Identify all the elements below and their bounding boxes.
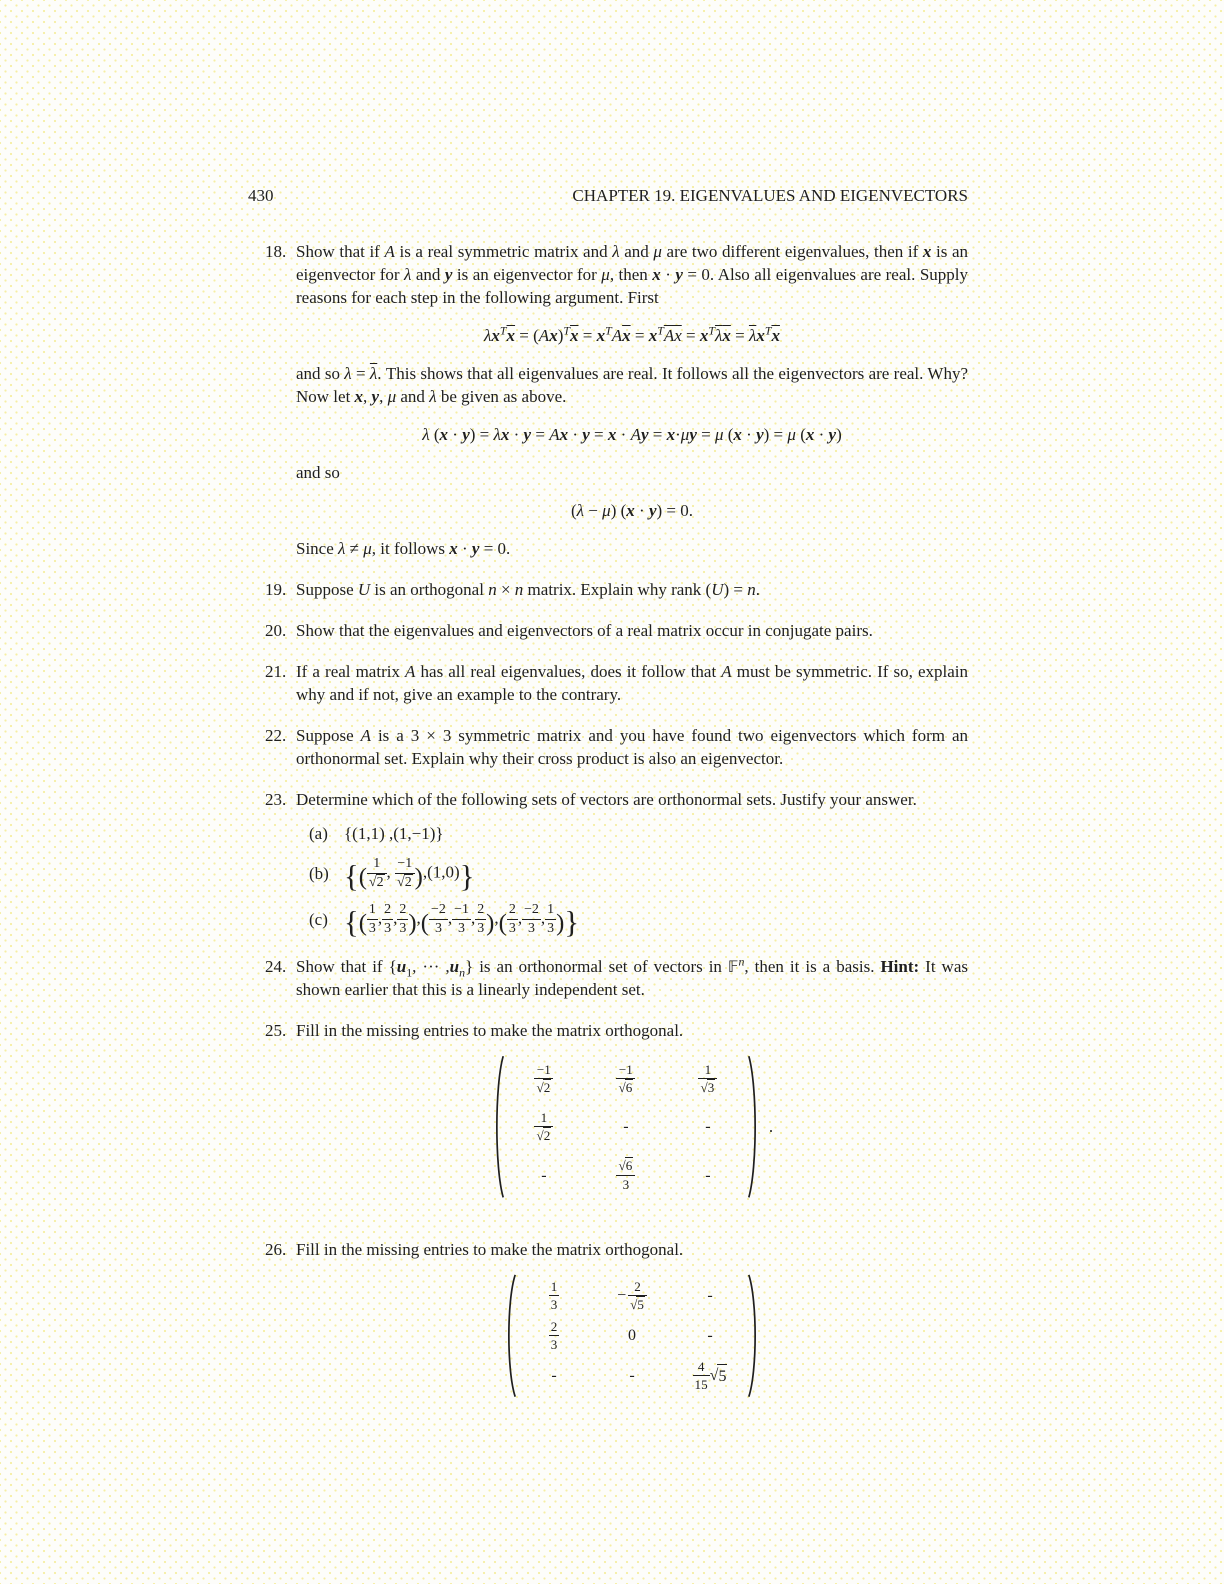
text-run: λ	[344, 364, 352, 383]
text-run: It was shown earlier that this is a linearly independent set.	[296, 957, 968, 1000]
text-run: )	[836, 425, 842, 444]
text-run: Fill in the missing entries to make the matrix orthogonal.	[296, 1021, 684, 1041]
text-run: =	[730, 326, 749, 345]
text-run: μ	[680, 425, 690, 444]
text-run: A	[384, 242, 395, 261]
text-run: T	[605, 323, 612, 338]
item-number: 23.	[265, 790, 287, 809]
matrix-grid	[506, 1054, 746, 1200]
text-run: x	[354, 387, 364, 406]
text-run: , then it is a basis.	[744, 957, 881, 977]
text-run: μ	[653, 242, 662, 261]
text-run: x	[699, 326, 709, 345]
text-run: ,	[363, 387, 372, 406]
matrix-grid	[518, 1273, 746, 1399]
exercise-19	[248, 578, 968, 601]
text-run: ) = 0.	[656, 501, 693, 520]
fraction: $\frac{-1}{√2}$	[395, 856, 415, 891]
text-run: n	[459, 965, 466, 980]
text-run: y	[471, 539, 480, 558]
subitem-a	[296, 822, 968, 845]
chapter-title: CHAPTER 19. EIGENVALUES AND EIGENVECTORS	[572, 186, 968, 205]
text-run: x	[559, 425, 569, 444]
item-number: 25.	[265, 1021, 287, 1041]
item-number: 19.	[265, 580, 287, 599]
text-run: =	[578, 326, 597, 345]
text-run: has all real eigenvalues, does it follow that	[415, 662, 722, 681]
text-run: = 0.	[479, 539, 511, 558]
text-run: $\overline{\lambda}$	[714, 326, 723, 345]
text-run: is an orthogonal	[370, 580, 489, 599]
text-run: λ	[422, 425, 430, 444]
text-run: , it follows	[371, 539, 450, 558]
text-run: (	[723, 425, 734, 444]
matrix-cell: $\frac{√6}{3}$	[616, 1158, 635, 1191]
paragraph	[296, 1238, 968, 1261]
paragraph	[296, 955, 968, 1001]
text-run: μ	[601, 265, 610, 284]
item-number: 24.	[265, 957, 287, 977]
matrix-cell-blank: -	[707, 1326, 713, 1344]
matrix-26	[296, 1273, 968, 1399]
right-paren	[746, 1273, 761, 1399]
text-run: x	[449, 539, 458, 558]
text-run: μ	[787, 425, 796, 444]
text-run: =	[531, 425, 550, 444]
text-run: u	[396, 957, 407, 977]
exercise-26	[248, 1238, 968, 1411]
matrix-cell: − $\frac{2}{√5}$	[617, 1279, 647, 1312]
sentence-period: .	[768, 1117, 774, 1137]
text-run: is an eigenvector for	[296, 242, 968, 284]
text-run: u	[449, 957, 460, 977]
right-paren: )	[414, 863, 423, 891]
text-run: T	[499, 323, 507, 338]
matrix-cell-blank: -	[705, 1166, 711, 1184]
page-header	[248, 184, 968, 207]
matrix-cell-blank: -	[707, 1286, 713, 1304]
text-run: ,	[379, 387, 388, 406]
text-run: matrix. Explain why rank (	[523, 580, 712, 599]
text-run: y	[444, 265, 453, 284]
paragraph	[296, 537, 968, 560]
text-run: .	[755, 580, 760, 599]
paragraph	[296, 724, 968, 770]
text-run: ·	[814, 425, 829, 444]
subitem-c	[296, 902, 968, 940]
text-run: )	[557, 326, 564, 345]
right-brace: }	[459, 859, 475, 894]
text-run: x	[626, 501, 635, 520]
text-run: Show that if	[296, 242, 385, 261]
text-run: x	[596, 326, 606, 345]
text-run: A	[538, 326, 550, 345]
text-run: is a real symmetric matrix and	[394, 242, 613, 261]
text-run: Hint:	[880, 957, 920, 977]
vector-set-c: {( $\frac{1}{3}$ , $\frac{2}{3}$ , $\frac{2}{3}$ ),( $\frac{-2}{3}$ , $\frac{-1}{3}$ , $\frac{2}{3}$ ),( $\frac{2}{3}$ , $\frac{-2}{3}$ , $\frac{1}{3}$ )}	[344, 902, 580, 940]
text-run: ·	[675, 425, 681, 444]
text-run: Suppose	[296, 726, 361, 745]
exercise-21	[248, 660, 968, 706]
exercise-20	[248, 619, 968, 642]
matrix-cell: $\frac{1}{3}$	[550, 1278, 558, 1312]
text-run: μ	[363, 539, 372, 558]
matrix-cell: $\frac{1}{√2}$	[534, 1110, 553, 1143]
text-run: μ	[602, 501, 611, 520]
text-run: and	[396, 387, 430, 406]
text-run: U	[357, 580, 371, 599]
matrix-cell: $\frac{1}{√3}$	[698, 1062, 717, 1095]
text-run: A	[721, 662, 732, 681]
left-paren	[491, 1054, 506, 1200]
text-run: =	[681, 326, 700, 345]
text-run: T	[563, 323, 570, 338]
matrix-cell: $\frac{-1}{√2}$	[534, 1062, 553, 1095]
exercise-18	[248, 240, 968, 560]
text-run: x	[922, 242, 932, 261]
matrix-cell-blank: -	[541, 1166, 547, 1184]
text-run: λ	[338, 539, 346, 558]
text-run: x	[756, 326, 765, 345]
matrix-cell-blank: -	[623, 1118, 629, 1136]
text-run: y	[523, 425, 532, 444]
paragraph	[296, 1019, 968, 1042]
text-run: {(1,1) ,(1,−1)}	[344, 824, 444, 843]
sqrt-symbol: √	[397, 875, 404, 891]
text-run: = 0. Also all eigenvalues are real. Supply reasons for each step in the following argument. First	[296, 265, 969, 307]
text-run: =	[696, 425, 715, 444]
text-run: n	[514, 580, 524, 599]
matrix-cell: $\frac{-1}{√6}$	[616, 1062, 635, 1095]
item-number: 22.	[265, 726, 287, 745]
exercise-18-body	[296, 240, 968, 560]
paragraph	[296, 240, 968, 309]
subitem-b	[296, 856, 968, 894]
exercise-22	[248, 724, 968, 770]
matrix-cell-blank: -	[629, 1367, 635, 1385]
matrix-cell: 0	[628, 1326, 636, 1344]
text-run: Fill in the missing entries to make the matrix orthogonal.	[296, 1239, 684, 1259]
text-run: T	[764, 323, 772, 338]
text-run: =	[589, 425, 608, 444]
text-run: y	[675, 265, 683, 284]
text-run: and	[411, 265, 445, 284]
left-brace: {	[344, 859, 359, 894]
text-run: A	[549, 425, 560, 444]
text-run: x	[439, 425, 449, 444]
text-run: μ	[387, 387, 397, 406]
text-run: (	[571, 501, 577, 520]
text-run: T	[657, 323, 664, 338]
text-run: λ	[484, 326, 492, 345]
right-brace: }	[564, 905, 580, 940]
paragraph	[296, 788, 968, 811]
page-number: 430	[248, 186, 274, 205]
text-run: Show that the eigenvalues and eigenvectors of a real matrix occur in conjugate pairs.	[296, 621, 873, 640]
text-run: and so	[296, 364, 345, 383]
text-run: ·	[509, 425, 524, 444]
text-run: ·	[568, 425, 583, 444]
text-run: ·	[616, 425, 631, 444]
paragraph	[296, 619, 968, 642]
text-run: λ	[576, 501, 585, 520]
matrix-cell: $\frac{2}{3}$	[550, 1318, 558, 1352]
right-paren	[746, 1054, 761, 1200]
text-run: =	[630, 326, 649, 345]
subitem-label: (a)	[309, 824, 328, 843]
text-run: x	[549, 326, 558, 345]
text-run: 𝔽	[727, 957, 739, 977]
text-run: x	[491, 326, 500, 345]
text-run: Show that if {	[296, 957, 397, 977]
text-run: Since	[296, 539, 339, 558]
text-run: be given as above.	[436, 387, 567, 406]
text-run: y	[640, 425, 649, 444]
text-run: x	[666, 425, 676, 444]
equation-18-3	[296, 499, 968, 522]
text-run: Suppose	[296, 580, 358, 599]
text-run: A	[611, 326, 623, 345]
text-run: must be symmetric. If so, explain why and if not, give an example to the contrary.	[296, 662, 969, 704]
text-run: n	[747, 580, 756, 599]
text-run: x	[733, 425, 742, 444]
text-run: y	[462, 425, 470, 444]
text-run: and so	[296, 463, 340, 482]
paragraph	[296, 362, 968, 408]
subitem-label: (b)	[309, 864, 329, 884]
text-run: U	[711, 580, 724, 599]
text-run: 1	[406, 965, 413, 980]
text-run: x	[607, 425, 617, 444]
text-run: ≠	[345, 539, 364, 558]
text-run: A	[405, 662, 416, 681]
item-number: 26.	[265, 1239, 287, 1259]
text-run: n	[738, 954, 745, 969]
paragraph	[296, 578, 968, 601]
text-run: If a real matrix	[296, 662, 406, 681]
subitem-label: (c)	[309, 910, 328, 930]
text-run: are two different eigenvalues, then if	[661, 242, 923, 261]
text-run: μ	[714, 425, 724, 444]
text-run: ·	[660, 265, 676, 284]
text-run: λ	[404, 265, 412, 284]
paragraph	[296, 660, 968, 706]
text-run: x	[648, 326, 658, 345]
text-run: (	[429, 425, 440, 444]
text-run: ) (	[610, 501, 627, 520]
text-run: $\overline{x}$	[506, 326, 516, 345]
matrix-cell-blank: -	[705, 1118, 711, 1136]
exercise-24	[248, 955, 968, 1001]
text-run: x	[652, 265, 661, 284]
text-run: $\overline{x}$	[722, 326, 731, 345]
text-run: λ	[612, 242, 620, 261]
text-run: $\overline{Ax}$	[663, 326, 682, 345]
paragraph	[296, 461, 968, 484]
text-run: and	[619, 242, 654, 261]
text-run: = (	[515, 326, 539, 345]
text-run: A	[360, 726, 371, 745]
text-run: y	[582, 425, 590, 444]
text-run: T	[708, 323, 715, 338]
text-run: n	[488, 580, 497, 599]
text-run: (	[795, 425, 806, 444]
text-run: $\overline{\lambda}$	[748, 326, 757, 345]
text-run: , then	[609, 265, 653, 284]
text-run: is a 3 × 3 symmetric matrix and you have found two eigenvectors which form an orthonormal set. Explain why their cross product is also an eigenvector.	[296, 726, 968, 768]
text-run: =	[351, 364, 370, 383]
text-run: ) =	[469, 425, 494, 444]
vector-set-a	[344, 822, 444, 845]
item-number: 20.	[265, 621, 287, 640]
text-run: y	[648, 501, 657, 520]
page-content	[248, 184, 968, 1410]
text-run: $\overline{\lambda}$	[369, 364, 378, 383]
item-number: 18.	[265, 242, 287, 261]
exercise-25	[248, 1019, 968, 1220]
text-run: ·	[741, 425, 757, 444]
text-run: $\overline{x}$	[622, 326, 631, 345]
text-run: , ··· ,	[412, 957, 450, 977]
vector-set-b: {( $\frac{1}{√2}$ , $\frac{-1}{√2}$ ),(1,0)}	[344, 856, 475, 894]
text-run: x	[500, 425, 510, 444]
text-run: =	[648, 425, 667, 444]
text-run: $\overline{x}$	[569, 326, 579, 345]
text-run: ) =	[763, 425, 788, 444]
fraction: $\frac{1}{√2}$	[367, 856, 387, 891]
text-run: $\overline{x}$	[771, 326, 780, 345]
sqrt-symbol: √	[368, 875, 376, 891]
text-run: ·	[457, 539, 472, 558]
text-run: ) =	[723, 580, 748, 599]
exercise-23	[248, 788, 968, 940]
text-run: Determine which of the following sets of vectors are orthonormal sets. Justify your answer.	[296, 790, 917, 809]
text-run: −	[584, 501, 603, 520]
matrix-cell: $\frac{4}{15}$ √ 5	[694, 1359, 727, 1393]
text-run: . This shows that all eigenvalues are real. It follows all the eigenvectors are real. Why? Now let	[296, 364, 968, 406]
left-paren	[503, 1273, 518, 1399]
text-run: ×	[496, 580, 515, 599]
left-paren: (	[358, 863, 367, 891]
text-run: ·	[634, 501, 649, 520]
text-run: λ	[429, 387, 437, 406]
item-number: 21.	[265, 662, 287, 681]
text-run: y	[828, 425, 837, 444]
text-run: λ	[493, 425, 501, 444]
left-brace: {	[344, 905, 359, 940]
text-run: y	[756, 425, 764, 444]
matrix-25	[296, 1054, 968, 1200]
text-run: y	[371, 387, 380, 406]
matrix-cell-blank: -	[551, 1367, 557, 1385]
text-run: is an eigenvector for	[452, 265, 602, 284]
text-run: y	[689, 425, 697, 444]
equation-18-1	[296, 324, 968, 347]
equation-18-2	[296, 423, 968, 446]
text-run: ·	[448, 425, 463, 444]
text-run: x	[805, 425, 815, 444]
text-run: } is an orthonormal set of vectors in	[465, 957, 728, 977]
text-run: A	[630, 425, 641, 444]
